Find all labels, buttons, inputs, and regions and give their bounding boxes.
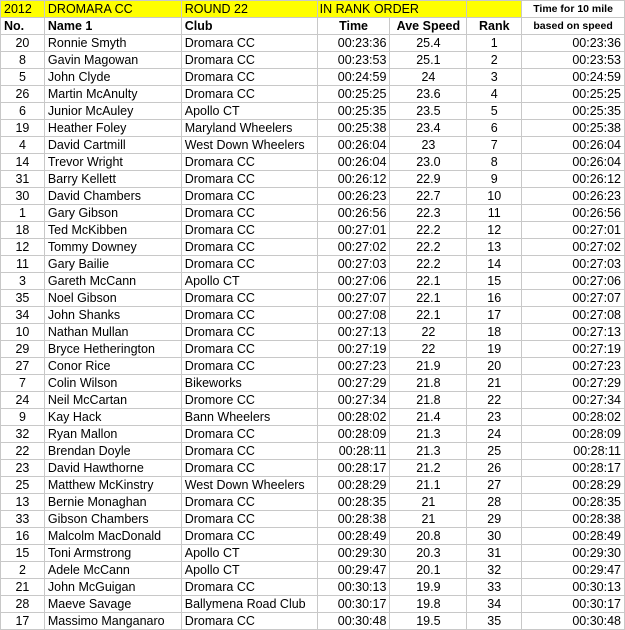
table-row [1,239,625,256]
cell-name[interactable]: John McGuigan [44,579,181,596]
cell-speed[interactable]: 22.2 [390,239,467,256]
cell-time[interactable]: 00:30:48 [317,613,390,630]
cell-ten-mile[interactable]: 00:27:07 [522,290,625,307]
cell-ten-mile[interactable]: 00:26:04 [522,137,625,154]
cell-time[interactable]: 00:28:35 [317,494,390,511]
cell-no[interactable]: 33 [1,511,45,528]
cell-club[interactable]: Dromara CC [181,188,317,205]
cell-club[interactable]: Dromara CC [181,256,317,273]
cell-no[interactable]: 3 [1,273,45,290]
cell-ten-mile[interactable]: 00:27:34 [522,392,625,409]
cell-rank[interactable]: 30 [467,528,522,545]
cell-name[interactable]: Ted McKibben [44,222,181,239]
cell-name[interactable]: Gary Gibson [44,205,181,222]
table-row [1,52,625,69]
table-row [1,205,625,222]
cell-ten-mile[interactable]: 00:30:48 [522,613,625,630]
cell-name[interactable]: Colin Wilson [44,375,181,392]
cell-rank[interactable]: 25 [467,443,522,460]
cell-no[interactable]: 7 [1,375,45,392]
cell-name[interactable]: John Shanks [44,307,181,324]
cell-no[interactable]: 10 [1,324,45,341]
table-row [1,494,625,511]
cell-ten-mile[interactable]: 00:27:01 [522,222,625,239]
cell-speed[interactable]: 22.1 [390,273,467,290]
cell-club[interactable]: Dromara CC [181,52,317,69]
cell-time[interactable]: 00:30:17 [317,596,390,613]
cell-rank[interactable]: 33 [467,579,522,596]
cell-rank[interactable]: 9 [467,171,522,188]
cell-rank[interactable]: 6 [467,120,522,137]
cell-no[interactable]: 5 [1,69,45,86]
cell-rank[interactable]: 31 [467,545,522,562]
cell-no[interactable]: 30 [1,188,45,205]
table-row [1,290,625,307]
cell-club[interactable]: Dromara CC [181,69,317,86]
cell-club[interactable]: Dromara CC [181,528,317,545]
cell-name[interactable]: Ryan Mallon [44,426,181,443]
cell-rank[interactable]: 5 [467,103,522,120]
cell-speed[interactable]: 21.8 [390,375,467,392]
cell-name[interactable]: Gary Bailie [44,256,181,273]
cell-ten-mile[interactable]: 00:27:08 [522,307,625,324]
cell-time[interactable]: 00:26:04 [317,137,390,154]
cell-name[interactable]: Adele McCann [44,562,181,579]
cell-time[interactable]: 00:23:53 [317,52,390,69]
cell-speed[interactable]: 19.9 [390,579,467,596]
cell-speed[interactable]: 21.3 [390,443,467,460]
cell-ten-mile[interactable]: 00:26:04 [522,154,625,171]
cell-speed[interactable]: 21.3 [390,426,467,443]
cell-club[interactable]: West Down Wheelers [181,137,317,154]
cell-ten-mile[interactable]: 00:27:13 [522,324,625,341]
table-row [1,596,625,613]
cell-no[interactable]: 22 [1,443,45,460]
cell-name[interactable]: David Hawthorne [44,460,181,477]
cell-club[interactable]: Dromara CC [181,154,317,171]
table-row [1,426,625,443]
cell-name[interactable]: Toni Armstrong [44,545,181,562]
cell-no[interactable]: 23 [1,460,45,477]
cell-club[interactable]: Dromara CC [181,290,317,307]
cell-speed[interactable]: 23.4 [390,120,467,137]
cell-name[interactable]: Bernie Monaghan [44,494,181,511]
cell-ten-mile[interactable]: 00:28:02 [522,409,625,426]
table-row [1,35,625,52]
cell-speed[interactable]: 22.2 [390,222,467,239]
cell-no[interactable]: 26 [1,86,45,103]
cell-no[interactable]: 4 [1,137,45,154]
cell-ten-mile[interactable]: 00:27:03 [522,256,625,273]
table-row [1,171,625,188]
cell-time[interactable]: 00:27:03 [317,256,390,273]
cell-rank[interactable]: 12 [467,222,522,239]
cell-name[interactable]: Kay Hack [44,409,181,426]
cell-no[interactable]: 14 [1,154,45,171]
cell-speed[interactable]: 21.9 [390,358,467,375]
cell-club[interactable]: Apollo CT [181,273,317,290]
cell-club[interactable]: Dromara CC [181,426,317,443]
cell-no[interactable]: 34 [1,307,45,324]
cell-rank[interactable]: 16 [467,290,522,307]
cell-rank[interactable]: 22 [467,392,522,409]
cell-name[interactable]: John Clyde [44,69,181,86]
cell-club[interactable]: Dromara CC [181,511,317,528]
cell-time[interactable]: 00:26:12 [317,171,390,188]
cell-club[interactable]: Dromara CC [181,460,317,477]
cell-ten-mile[interactable]: 00:28:38 [522,511,625,528]
cell-rank[interactable]: 18 [467,324,522,341]
cell-no[interactable]: 21 [1,579,45,596]
cell-ten-mile[interactable]: 00:25:35 [522,103,625,120]
cell-no[interactable]: 1 [1,205,45,222]
cell-rank[interactable]: 23 [467,409,522,426]
cell-rank[interactable]: 26 [467,460,522,477]
cell-speed[interactable]: 20.8 [390,528,467,545]
table-row [1,86,625,103]
cell-name[interactable]: Junior McAuley [44,103,181,120]
cell-rank[interactable]: 13 [467,239,522,256]
cell-ten-mile[interactable]: 00:25:25 [522,86,625,103]
cell-time[interactable]: 00:29:47 [317,562,390,579]
cell-speed[interactable]: 22.1 [390,307,467,324]
cell-no[interactable]: 27 [1,358,45,375]
cell-club[interactable]: Apollo CT [181,562,317,579]
cell-club[interactable]: Dromara CC [181,579,317,596]
cell-ten-mile[interactable]: 00:25:38 [522,120,625,137]
cell-club[interactable]: Dromara CC [181,324,317,341]
cell-club[interactable]: Dromara CC [181,494,317,511]
cell-rank[interactable]: 14 [467,256,522,273]
cell-speed[interactable]: 23 [390,137,467,154]
cell-name[interactable]: David Cartmill [44,137,181,154]
cell-name[interactable]: Tommy Downey [44,239,181,256]
table-row [1,120,625,137]
cell-name[interactable]: Massimo Manganaro [44,613,181,630]
cell-speed[interactable]: 20.3 [390,545,467,562]
cell-rank[interactable]: 20 [467,358,522,375]
table-row [1,341,625,358]
cell-ten-mile[interactable]: 00:28:17 [522,460,625,477]
cell-rank[interactable]: 21 [467,375,522,392]
cell-name[interactable]: Brendan Doyle [44,443,181,460]
cell-rank[interactable]: 2 [467,52,522,69]
cell-no[interactable]: 20 [1,35,45,52]
table-row [1,528,625,545]
empty-title-cell[interactable] [467,1,522,18]
cell-time[interactable]: 00:27:19 [317,341,390,358]
cell-club[interactable]: Maryland Wheelers [181,120,317,137]
table-row [1,273,625,290]
cell-ten-mile[interactable]: 00:30:13 [522,579,625,596]
cell-no[interactable]: 13 [1,494,45,511]
cell-rank[interactable]: 29 [467,511,522,528]
cell-club[interactable]: Apollo CT [181,103,317,120]
cell-speed[interactable]: 21.2 [390,460,467,477]
cell-club[interactable]: Dromore CC [181,392,317,409]
cell-club[interactable]: Apollo CT [181,545,317,562]
cell-no[interactable]: 17 [1,613,45,630]
cell-time[interactable]: 00:28:29 [317,477,390,494]
header-club[interactable]: Club [181,18,317,35]
cell-speed[interactable]: 25.1 [390,52,467,69]
table-row [1,460,625,477]
cell-ten-mile[interactable]: 00:26:23 [522,188,625,205]
cell-time[interactable]: 00:24:59 [317,69,390,86]
cell-no[interactable]: 25 [1,477,45,494]
cell-no[interactable]: 19 [1,120,45,137]
cell-speed[interactable]: 21 [390,511,467,528]
cell-speed[interactable]: 20.1 [390,562,467,579]
cell-rank[interactable]: 17 [467,307,522,324]
cell-club[interactable]: Dromara CC [181,222,317,239]
title-row [1,1,625,18]
cell-speed[interactable]: 23.0 [390,154,467,171]
cell-name[interactable]: Gareth McCann [44,273,181,290]
cell-name[interactable]: Noel Gibson [44,290,181,307]
table-row [1,324,625,341]
cell-no[interactable]: 18 [1,222,45,239]
cell-rank[interactable]: 19 [467,341,522,358]
table-row [1,69,625,86]
cell-club[interactable]: Dromara CC [181,358,317,375]
cell-name[interactable]: Malcolm MacDonald [44,528,181,545]
cell-speed[interactable]: 21 [390,494,467,511]
cell-name[interactable]: Heather Foley [44,120,181,137]
cell-ten-mile[interactable]: 00:27:19 [522,341,625,358]
cell-club[interactable]: Bann Wheelers [181,409,317,426]
cell-ten-mile[interactable]: 00:23:36 [522,35,625,52]
table-row [1,375,625,392]
cell-time[interactable]: 00:27:23 [317,358,390,375]
cell-name[interactable]: Bryce Hetherington [44,341,181,358]
cell-time[interactable]: 00:25:25 [317,86,390,103]
cell-name[interactable]: Barry Kellett [44,171,181,188]
cell-ten-mile[interactable]: 00:28:35 [522,494,625,511]
cell-time[interactable]: 00:28:11 [317,443,390,460]
cell-name[interactable]: Martin McAnulty [44,86,181,103]
cell-club[interactable]: Dromara CC [181,86,317,103]
cell-speed[interactable]: 22.3 [390,205,467,222]
header-no[interactable]: No. [1,18,45,35]
event-club-cell[interactable]: DROMARA CC [44,1,181,18]
header-rank[interactable]: Rank [467,18,522,35]
cell-ten-mile[interactable]: 00:29:47 [522,562,625,579]
cell-no[interactable]: 29 [1,341,45,358]
table-row [1,256,625,273]
header-time[interactable]: Time [317,18,390,35]
table-row [1,562,625,579]
cell-name[interactable]: Nathan Mullan [44,324,181,341]
cell-ten-mile[interactable]: 00:26:12 [522,171,625,188]
cell-rank[interactable]: 10 [467,188,522,205]
cell-speed[interactable]: 21.1 [390,477,467,494]
cell-time[interactable]: 00:27:01 [317,222,390,239]
cell-no[interactable]: 31 [1,171,45,188]
cell-time[interactable]: 00:25:38 [317,120,390,137]
cell-club[interactable]: Dromara CC [181,239,317,256]
cell-name[interactable]: Neil McCartan [44,392,181,409]
table-row [1,613,625,630]
cell-name[interactable]: Trevor Wright [44,154,181,171]
cell-no[interactable]: 12 [1,239,45,256]
cell-name[interactable]: Maeve Savage [44,596,181,613]
cell-club[interactable]: Dromara CC [181,171,317,188]
cell-rank[interactable]: 7 [467,137,522,154]
cell-time[interactable]: 00:26:56 [317,205,390,222]
cell-time[interactable]: 00:26:04 [317,154,390,171]
cell-speed[interactable]: 24 [390,69,467,86]
cell-rank[interactable]: 15 [467,273,522,290]
cell-no[interactable]: 8 [1,52,45,69]
cell-rank[interactable]: 34 [467,596,522,613]
cell-ten-mile[interactable]: 00:28:11 [522,443,625,460]
table-row [1,154,625,171]
cell-time[interactable]: 00:27:08 [317,307,390,324]
cell-time[interactable]: 00:28:09 [317,426,390,443]
cell-name[interactable]: Gibson Chambers [44,511,181,528]
header-name[interactable]: Name 1 [44,18,181,35]
cell-time[interactable]: 00:27:07 [317,290,390,307]
cell-rank[interactable]: 3 [467,69,522,86]
cell-ten-mile[interactable]: 00:23:53 [522,52,625,69]
cell-speed[interactable]: 22.1 [390,290,467,307]
cell-speed[interactable]: 22.7 [390,188,467,205]
table-row [1,545,625,562]
cell-rank[interactable]: 11 [467,205,522,222]
cell-no[interactable]: 16 [1,528,45,545]
cell-rank[interactable]: 4 [467,86,522,103]
cell-no[interactable]: 11 [1,256,45,273]
cell-ten-mile[interactable]: 00:28:49 [522,528,625,545]
cell-no[interactable]: 6 [1,103,45,120]
cell-club[interactable]: Dromara CC [181,341,317,358]
table-row [1,409,625,426]
cell-ten-mile[interactable]: 00:30:17 [522,596,625,613]
cell-ten-mile[interactable]: 00:26:56 [522,205,625,222]
cell-club[interactable]: Dromara CC [181,205,317,222]
cell-club[interactable]: Dromara CC [181,307,317,324]
round-cell[interactable]: ROUND 22 [181,1,317,18]
ten-mile-header-line1[interactable]: Time for 10 mile [522,1,625,18]
cell-time[interactable]: 00:30:13 [317,579,390,596]
cell-club[interactable]: Dromara CC [181,613,317,630]
cell-name[interactable]: David Chambers [44,188,181,205]
table-row [1,358,625,375]
cell-time[interactable]: 00:28:17 [317,460,390,477]
cell-time[interactable]: 00:28:49 [317,528,390,545]
cell-no[interactable]: 9 [1,409,45,426]
cell-no[interactable]: 35 [1,290,45,307]
cell-speed[interactable]: 22.2 [390,256,467,273]
cell-club[interactable]: Dromara CC [181,443,317,460]
header-speed[interactable]: Ave Speed [390,18,467,35]
cell-time[interactable]: 00:26:23 [317,188,390,205]
cell-time[interactable]: 00:27:29 [317,375,390,392]
cell-speed[interactable]: 22.9 [390,171,467,188]
cell-club[interactable]: Dromara CC [181,35,317,52]
cell-no[interactable]: 2 [1,562,45,579]
cell-speed[interactable]: 19.8 [390,596,467,613]
cell-rank[interactable]: 24 [467,426,522,443]
order-cell[interactable]: IN RANK ORDER [317,1,467,18]
cell-time[interactable]: 00:28:38 [317,511,390,528]
table-row [1,188,625,205]
cell-no[interactable]: 28 [1,596,45,613]
cell-rank[interactable]: 8 [467,154,522,171]
table-row [1,222,625,239]
cell-ten-mile[interactable]: 00:28:09 [522,426,625,443]
table-row [1,307,625,324]
cell-speed[interactable]: 19.5 [390,613,467,630]
cell-no[interactable]: 32 [1,426,45,443]
table-row [1,443,625,460]
cell-club[interactable]: Ballymena Road Club [181,596,317,613]
cell-time[interactable]: 00:23:36 [317,35,390,52]
table-row [1,477,625,494]
cell-name[interactable]: Conor Rice [44,358,181,375]
cell-no[interactable]: 15 [1,545,45,562]
cell-club[interactable]: Bikeworks [181,375,317,392]
cell-no[interactable]: 24 [1,392,45,409]
cell-time[interactable]: 00:25:35 [317,103,390,120]
cell-rank[interactable]: 35 [467,613,522,630]
cell-speed[interactable]: 22 [390,341,467,358]
table-row [1,579,625,596]
cell-ten-mile[interactable]: 00:29:30 [522,545,625,562]
cell-ten-mile[interactable]: 00:28:29 [522,477,625,494]
cell-time[interactable]: 00:29:30 [317,545,390,562]
cell-speed[interactable]: 21.8 [390,392,467,409]
cell-speed[interactable]: 23.5 [390,103,467,120]
cell-rank[interactable]: 27 [467,477,522,494]
year-cell[interactable]: 2012 [1,1,45,18]
ten-mile-header-line2[interactable]: based on speed [522,18,625,35]
cell-name[interactable]: Matthew McKinstry [44,477,181,494]
table-row [1,137,625,154]
cell-rank[interactable]: 28 [467,494,522,511]
table-row [1,392,625,409]
cell-time[interactable]: 00:28:02 [317,409,390,426]
cell-speed[interactable]: 25.4 [390,35,467,52]
cell-ten-mile[interactable]: 00:27:06 [522,273,625,290]
cell-time[interactable]: 00:27:02 [317,239,390,256]
table-row [1,511,625,528]
cell-name[interactable]: Ronnie Smyth [44,35,181,52]
header-row [1,18,625,35]
cell-speed[interactable]: 21.4 [390,409,467,426]
cell-time[interactable]: 00:27:34 [317,392,390,409]
cell-ten-mile[interactable]: 00:24:59 [522,69,625,86]
cell-rank[interactable]: 32 [467,562,522,579]
cell-ten-mile[interactable]: 00:27:29 [522,375,625,392]
cell-speed[interactable]: 22 [390,324,467,341]
cell-time[interactable]: 00:27:13 [317,324,390,341]
cell-speed[interactable]: 23.6 [390,86,467,103]
table-row [1,103,625,120]
cell-ten-mile[interactable]: 00:27:02 [522,239,625,256]
cell-time[interactable]: 00:27:06 [317,273,390,290]
cell-rank[interactable]: 1 [467,35,522,52]
cell-ten-mile[interactable]: 00:27:23 [522,358,625,375]
cell-name[interactable]: Gavin Magowan [44,52,181,69]
cell-club[interactable]: West Down Wheelers [181,477,317,494]
